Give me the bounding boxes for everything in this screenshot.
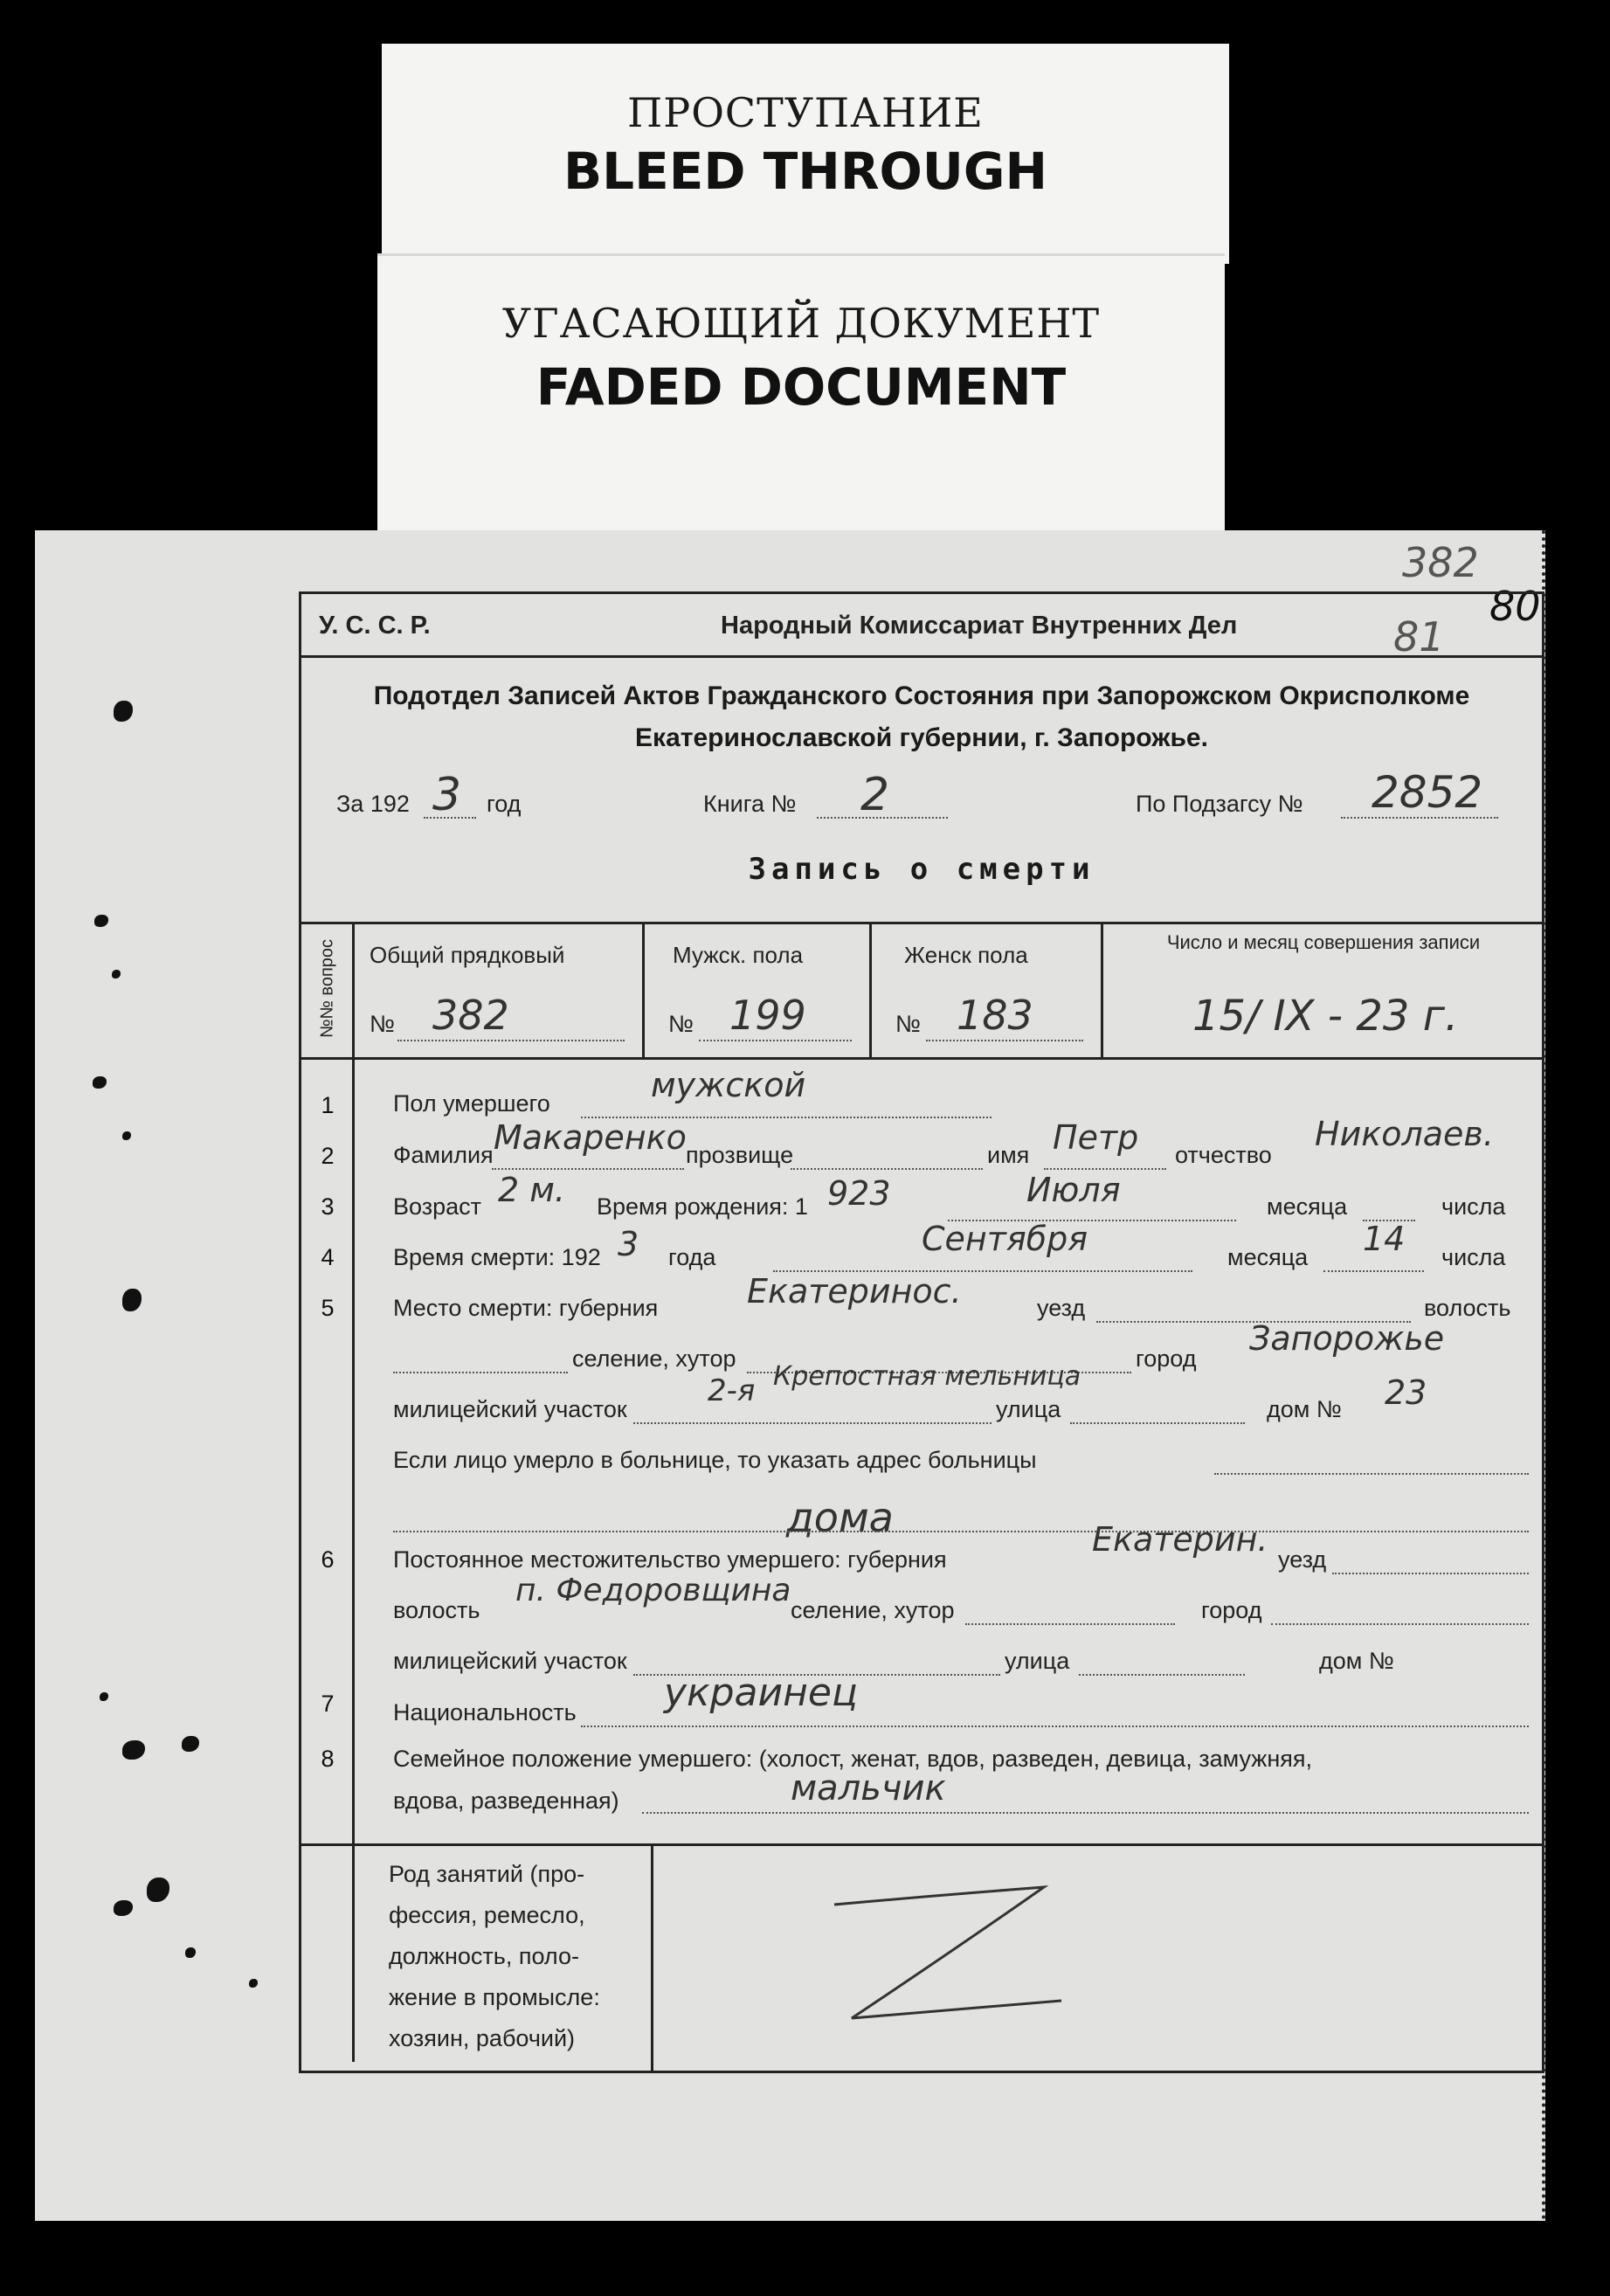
podzags-value: 2852: [1372, 767, 1483, 818]
ussr-label: У. С. С. Р.: [319, 612, 431, 640]
occupation-label-3: должность, поло-: [389, 1943, 579, 1969]
corner-number: 81: [1393, 613, 1445, 660]
death-record-sheet: [35, 530, 1545, 2221]
nationality-label: Национальность: [393, 1699, 577, 1725]
fill-line: [581, 1725, 1529, 1727]
death-year-label: года: [668, 1244, 716, 1270]
volost-label: волость: [1424, 1295, 1511, 1321]
surname-value: Макаренко: [494, 1118, 687, 1157]
birth-day-label: числа: [1441, 1193, 1506, 1220]
fill-line: [633, 1422, 992, 1424]
death-place-gubernia: Екатеринос.: [747, 1272, 962, 1311]
fill-line: [1044, 1168, 1166, 1170]
number-sign: №: [895, 1011, 921, 1037]
divider: [301, 655, 1542, 658]
residence-militia-label: милицейский участок: [393, 1648, 627, 1674]
fill-line: [397, 1040, 625, 1041]
death-day-label: числа: [1441, 1244, 1506, 1270]
death-month: Сентября: [922, 1220, 1088, 1258]
punch-hole: [100, 1692, 108, 1701]
year-label: За 192: [336, 791, 410, 817]
bleed-through-card: [382, 44, 1229, 264]
punch-hole: [93, 1076, 107, 1089]
militia-label: милицейский участок: [393, 1396, 627, 1422]
fill-line: [817, 817, 948, 819]
sex-label: Пол умершего: [393, 1090, 550, 1117]
general-counter-label: Общий прядковый: [370, 942, 565, 968]
general-counter-value: 382: [432, 992, 509, 1039]
number-sign: №: [668, 1011, 694, 1037]
question-number: 6: [321, 1546, 335, 1573]
family-status-label-2: вдова, разведенная): [393, 1788, 619, 1814]
male-counter-label: Мужск. пола: [673, 942, 804, 968]
number-sign: №: [370, 1011, 395, 1037]
fill-line: [699, 1040, 852, 1041]
hospital-value: дома: [786, 1494, 894, 1541]
fill-line: [1271, 1623, 1529, 1625]
house-value: 23: [1385, 1373, 1427, 1412]
fill-line: [1214, 1473, 1529, 1475]
militia-value: 2-я: [708, 1373, 756, 1408]
podzags-label: По Подзагсу №: [1136, 791, 1303, 817]
question-number: 2: [321, 1143, 335, 1169]
card-label-ru: ПРОСТУПАНИЕ: [627, 89, 984, 136]
birth-month-label: месяца: [1267, 1193, 1348, 1220]
fill-line: [965, 1623, 1175, 1625]
year-value: 3: [432, 769, 462, 821]
residence-city-label: город: [1201, 1597, 1262, 1623]
surname-label: Фамилия: [393, 1142, 494, 1168]
residence-street-label: улица: [1005, 1648, 1070, 1674]
punch-hole: [185, 1947, 196, 1958]
commissariat-label: Народный Комиссариат Внутренних Дел: [721, 612, 1238, 640]
death-record-form: [299, 591, 1544, 2073]
punch-hole: [114, 1900, 133, 1916]
record-date-value: 15/ IX - 23 г.: [1192, 992, 1459, 1041]
divider: [352, 922, 355, 1057]
divider: [642, 922, 645, 1057]
question-number: 8: [321, 1746, 335, 1772]
residence-village-value: п. Федоровщина: [515, 1573, 791, 1608]
city-value: Запорожье: [1249, 1319, 1445, 1358]
occupation-label-1: Род занятий (про-: [389, 1861, 585, 1887]
fill-line: [1079, 1674, 1245, 1676]
book-value: 2: [860, 769, 890, 821]
year-suffix: год: [487, 791, 522, 817]
divider: [869, 922, 872, 1057]
punch-hole: [112, 970, 121, 979]
question-number: 5: [321, 1295, 335, 1321]
age-label: Возраст: [393, 1193, 481, 1220]
birth-month: Июля: [1026, 1171, 1121, 1209]
card-label-en: BLEED THROUGH: [563, 142, 1048, 201]
birth-label: Время рождения: 1: [597, 1193, 808, 1220]
subdepartment-line1: Подотдел Записей Актов Гражданского Состояния при Запорожском Окрисполкоме: [373, 681, 1470, 710]
residence-village-label: селение, хутор: [791, 1597, 955, 1623]
nickname-label: прозвище: [686, 1142, 794, 1168]
fill-line: [1332, 1573, 1529, 1574]
name-label: имя: [987, 1142, 1030, 1168]
street-label: улица: [996, 1396, 1061, 1422]
question-number: 7: [321, 1691, 335, 1717]
occupation-label-4: жение в промысле:: [389, 1984, 600, 2010]
question-number-header: №№ вопрос: [317, 938, 337, 1039]
fill-line: [926, 1040, 1083, 1041]
punch-hole: [122, 1289, 142, 1311]
fill-line: [393, 1531, 1529, 1532]
sex-value: мужской: [651, 1066, 806, 1104]
divider: [301, 1843, 1542, 1846]
name-value: Петр: [1053, 1118, 1139, 1157]
village-label: селение, хутор: [572, 1345, 736, 1372]
female-counter-label: Женск пола: [904, 942, 1028, 968]
death-year: 3: [618, 1225, 639, 1263]
death-day: 14: [1363, 1220, 1406, 1258]
divider: [1101, 922, 1103, 1057]
book-label: Книга №: [703, 791, 797, 817]
fill-line: [791, 1168, 983, 1170]
age-value: 2 м.: [498, 1171, 566, 1209]
residence-gubernia: Екатерин.: [1092, 1520, 1268, 1559]
corner-number: 382: [1402, 539, 1479, 586]
fill-line: [1070, 1422, 1245, 1424]
record-date-label: Число и месяц совершения записи: [1166, 931, 1481, 953]
birth-year: 923: [827, 1174, 891, 1213]
faded-document-card: [377, 253, 1225, 541]
family-status-value: мальчик: [791, 1768, 946, 1808]
punch-hole: [114, 701, 133, 722]
death-place-label: Место смерти: губерния: [393, 1295, 659, 1321]
fill-line: [393, 1372, 568, 1373]
divider: [301, 1057, 1542, 1060]
death-month-label: месяца: [1227, 1244, 1309, 1270]
fill-line: [1323, 1270, 1424, 1272]
occupation-label-2: фессия, ремесло,: [389, 1902, 585, 1928]
female-counter-value: 183: [957, 992, 1033, 1039]
patronymic-label: отчество: [1175, 1142, 1272, 1168]
patronymic-value: Николаев.: [1315, 1115, 1494, 1153]
death-time-label: Время смерти: 192: [393, 1244, 601, 1270]
fill-line: [492, 1168, 684, 1170]
family-status-label: Семейное положение умершего: (холост, женат, вдов, разведен, девица, замужняя,: [393, 1746, 1312, 1772]
fill-line: [1341, 817, 1498, 819]
house-label: дом №: [1267, 1396, 1342, 1422]
fill-line: [424, 817, 476, 819]
residence-house-label: дом №: [1319, 1648, 1394, 1674]
question-number: 1: [321, 1092, 335, 1118]
street-value: Крепостная мельница: [773, 1361, 1081, 1392]
residence-uezd-label: уезд: [1278, 1546, 1327, 1573]
corner-number: 80: [1489, 583, 1541, 630]
punch-hole: [94, 915, 108, 927]
residence-volost-label: волость: [393, 1597, 480, 1623]
card-label-ru: УГАСАЮЩИЙ ДОКУМЕНТ: [501, 300, 1101, 347]
fill-line: [642, 1812, 1529, 1814]
record-title: Запись о смерти: [748, 852, 1095, 887]
occupation-label-5: хозяин, рабочий): [389, 2025, 576, 2051]
uezd-label: уезд: [1037, 1295, 1086, 1321]
divider: [301, 922, 1542, 924]
nationality-value: украинец: [664, 1670, 858, 1715]
subdepartment-line2: Екатеринославской губернии, г. Запорожье.: [635, 723, 1208, 752]
punch-hole: [249, 1979, 258, 1988]
punch-hole: [122, 1740, 145, 1760]
punch-hole: [122, 1131, 131, 1140]
divider: [651, 1843, 653, 2071]
city-label: город: [1136, 1345, 1197, 1372]
residence-label: Постоянное местожительство умершего: губерния: [393, 1546, 947, 1573]
punch-hole: [147, 1878, 169, 1902]
question-number: 4: [321, 1244, 335, 1270]
blank-dash-mark: [826, 1878, 1088, 2036]
question-number: 3: [321, 1193, 335, 1220]
hospital-label: Если лицо умерло в больнице, то указать адрес больницы: [393, 1447, 1037, 1473]
card-label-en: FADED DOCUMENT: [536, 357, 1067, 417]
punch-hole: [182, 1736, 199, 1752]
male-counter-value: 199: [729, 992, 806, 1039]
